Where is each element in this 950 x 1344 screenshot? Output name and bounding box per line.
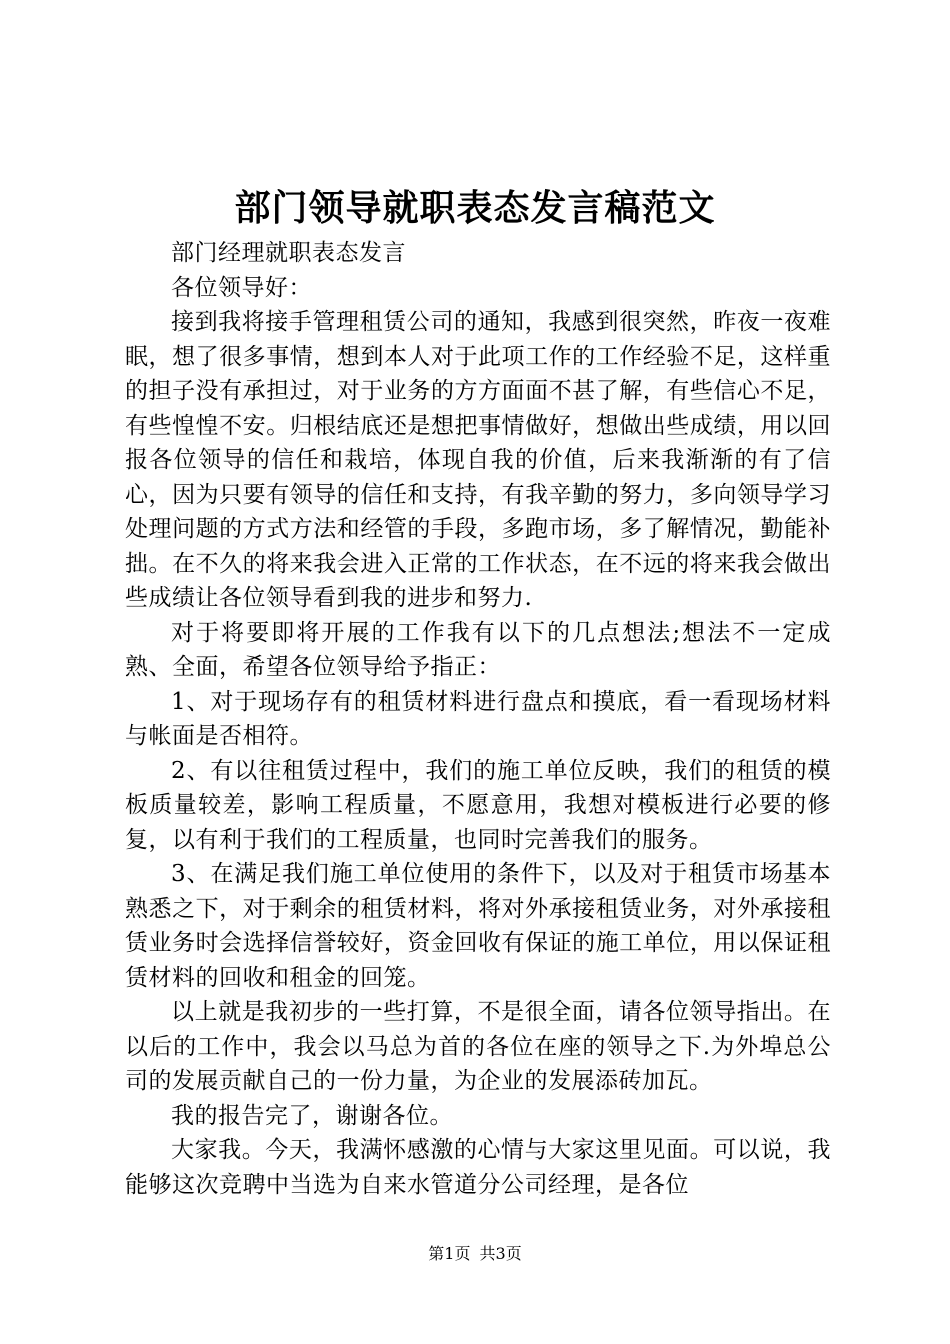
paragraph: 以上就是我初步的一些打算，不是很全面，请各位领导指出。在以后的工作中，我会以马总为首的各位在座的领导之下.为外埠总公司的发展贡献自己的一份力量，为企业的发展添砖加瓦。 [125, 999, 831, 1094]
paragraph: 1、对于现场存有的租赁材料进行盘点和摸底，看一看现场材料与帐面是否相符。 [125, 688, 831, 749]
document-title: 部门领导就职表态发言稿范文 [234, 187, 716, 229]
page-total: 共3页 [479, 1244, 522, 1263]
paragraph: 对于将要即将开展的工作我有以下的几点想法;想法不一定成熟、全面，希望各位领导给予指正： [125, 619, 831, 680]
paragraph: 大家我。今天，我满怀感激的心情与大家这里见面。可以说，我能够这次竞聘中当选为自来水管道分公司经理，是各位 [125, 1137, 831, 1198]
paragraph: 2、有以往租赁过程中，我们的施工单位反映，我们的租赁的模板质量较差，影响工程质量，不愿意用，我想对模板进行必要的修复，以有利于我们的工程质量，也同时完善我们的服务。 [125, 757, 831, 853]
document-body [125, 236, 831, 1202]
paragraph: 3、在满足我们施工单位使用的条件下，以及对于租赁市场基本熟悉之下，对于剩余的租赁材料，将对外承接租赁业务，对外承接租赁业务时会选择信誉较好，资金回收有保证的施工单位，用以保证租赁材料的回收和租金的回笼。 [125, 861, 831, 991]
paragraph: 我的报告完了，谢谢各位。 [171, 1102, 453, 1129]
paragraph: 部门经理就职表态发言 [171, 240, 406, 266]
paragraph: 接到我将接手管理租赁公司的通知，我感到很突然，昨夜一夜难眠，想了很多事情，想到本人对于此项工作的工作经验不足，这样重的担子没有承担过，对于业务的方方面面不甚了解，有些信心不足，有些惶惶不安。归根结底还是想把事情做好，想做出些成绩，用以回报各位领导的信任和栽培，体现自我的价值，后来我渐渐的有了信心，因为只要有领导的信任和支持，有我辛勤的努力，多向领导学习处理问题的方式方法和经管的手段，多跑市场，多了解情况，勤能补拙。在不久的将来我会进入正常的工作状态，在不远的将来我会做出些成绩让各位领导看到我的进步和努力. [125, 309, 831, 611]
page-number: 第1页 [428, 1244, 471, 1263]
page-footer [0, 1242, 950, 1266]
paragraph: 各位领导好： [171, 274, 312, 301]
